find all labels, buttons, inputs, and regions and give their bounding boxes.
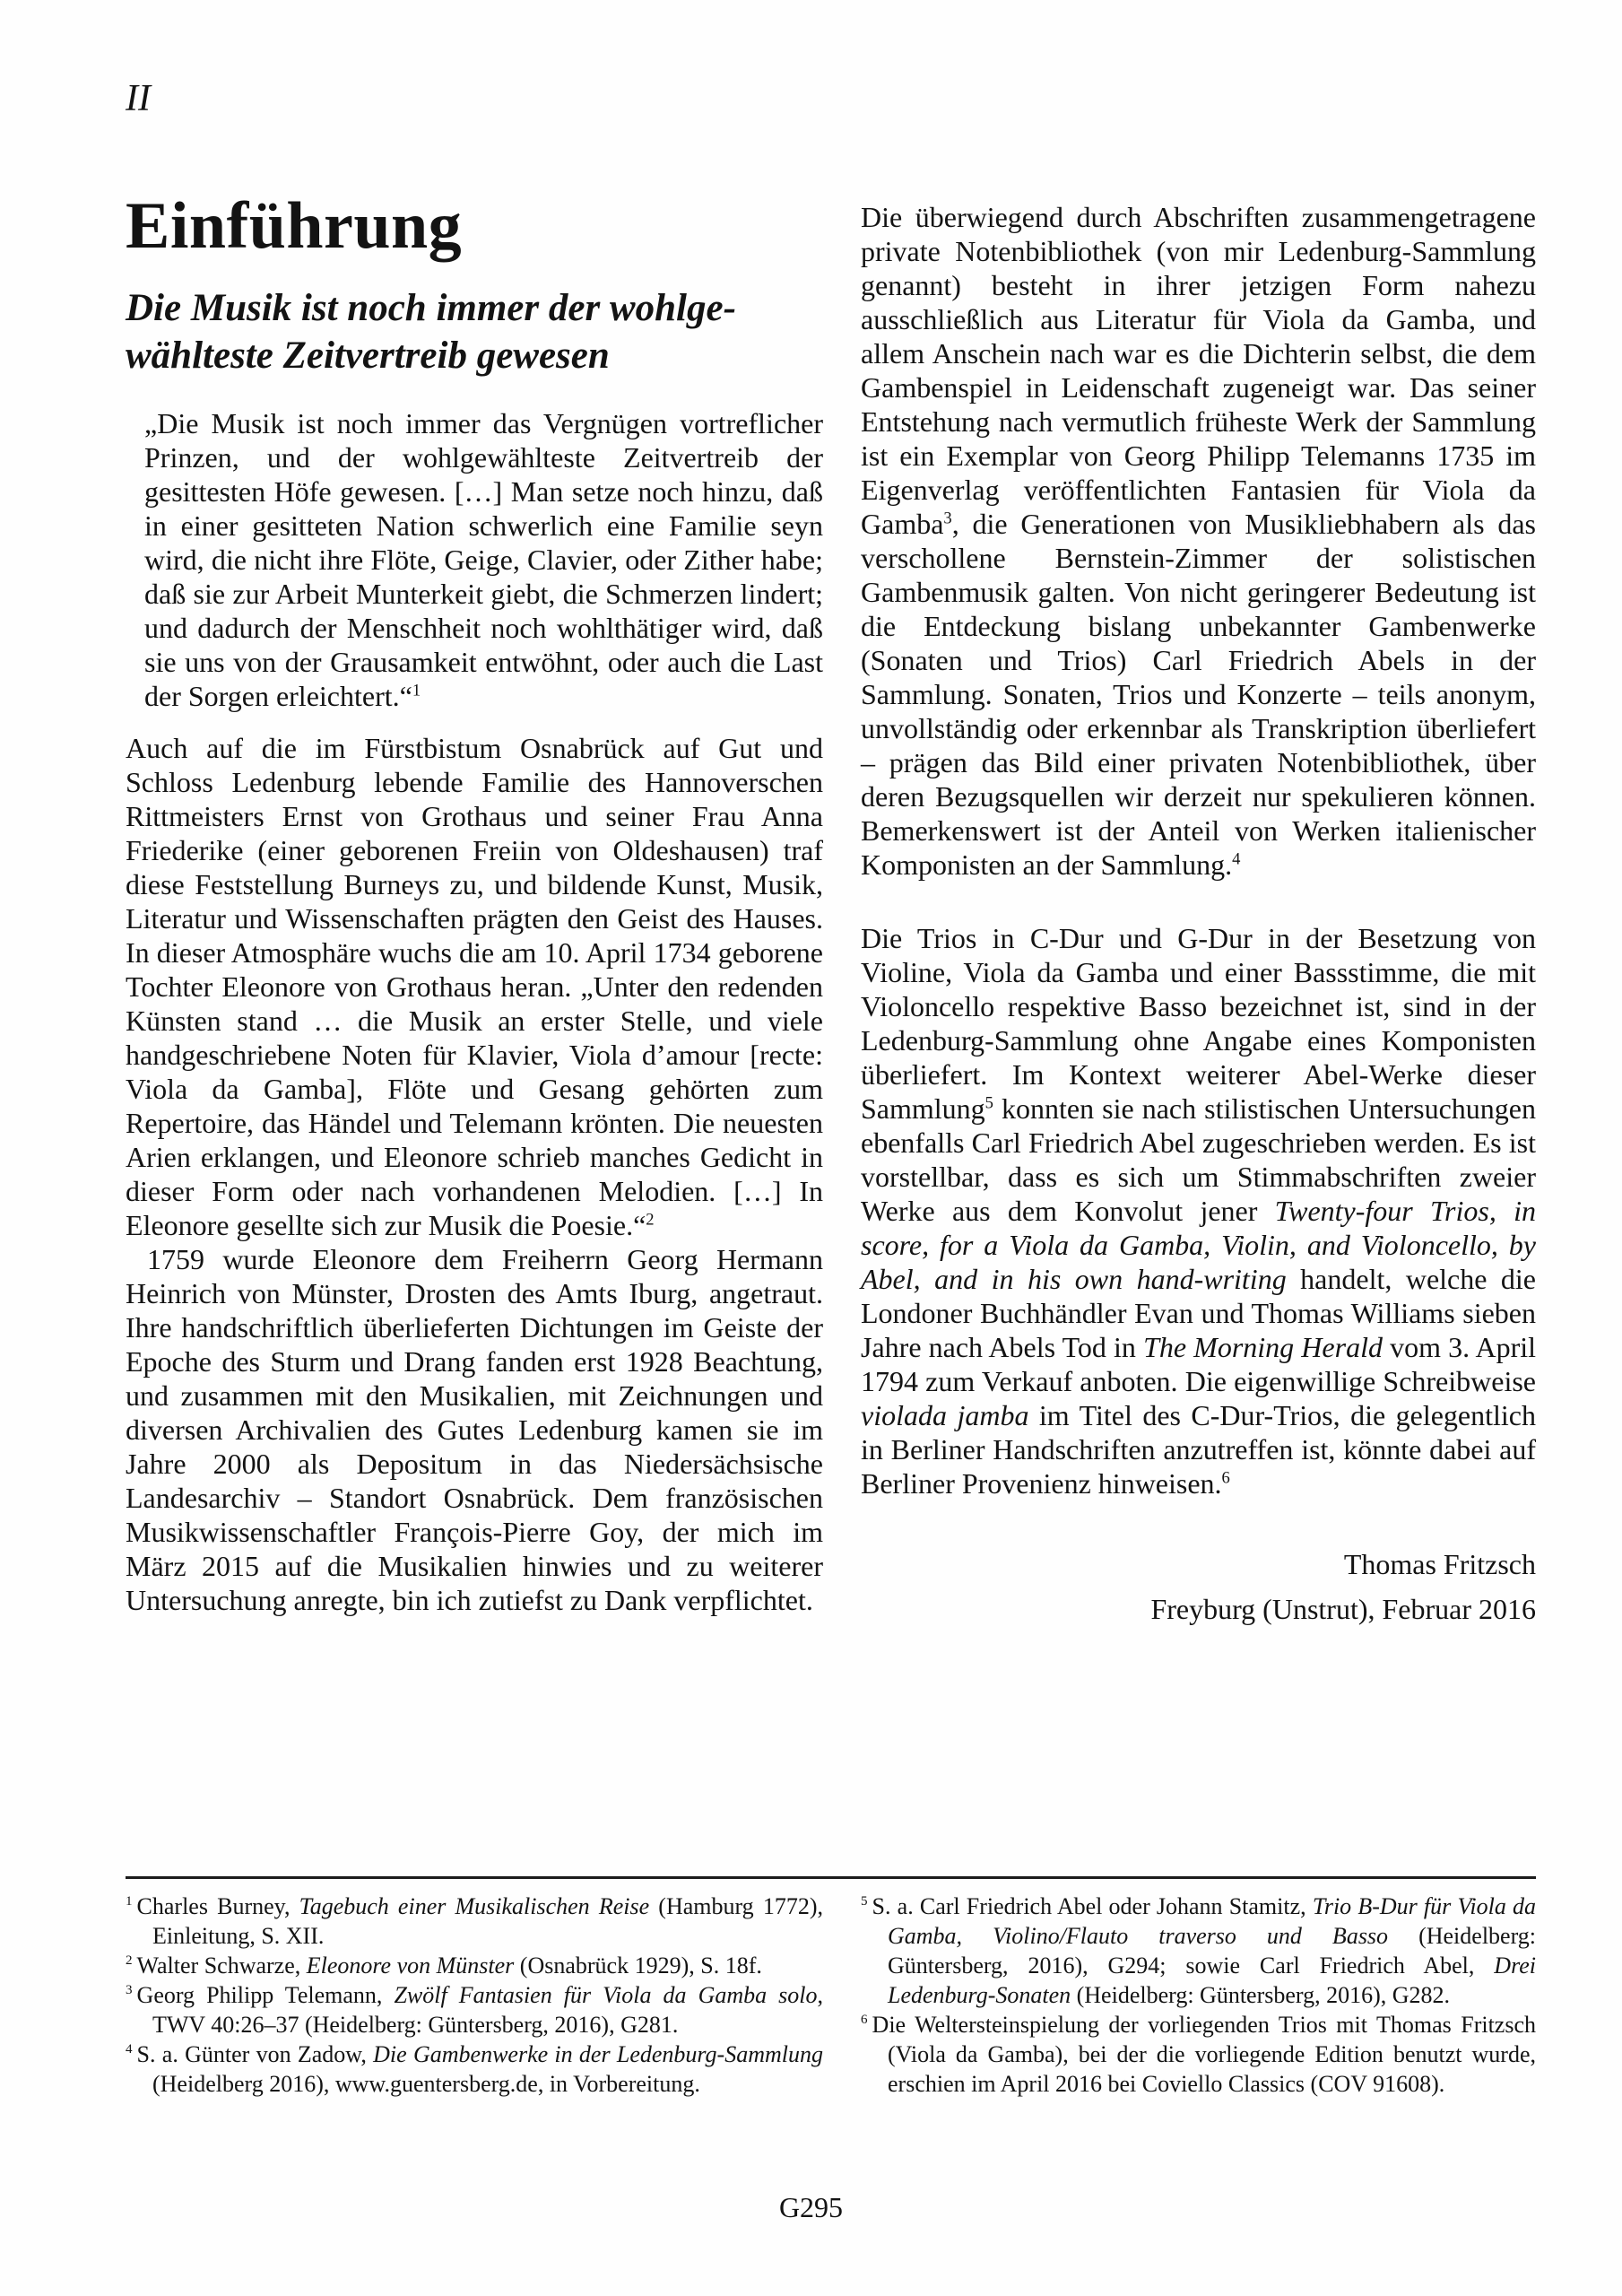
- footnote-column-right: [861, 1892, 1536, 2099]
- paragraph-1759-marriage: 1759 wurde Eleonore dem Freiherrn Georg Hermann Heinrich von Münster, Drosten des Amts Iburg, angetraut. Ihre handschriftlich überlieferten Dichtungen im Geiste der Epoche des Sturm und Drang fanden erst 1928 Beachtung, und zusammen mit den Musikalien, mit Zeichnungen und diversen Archivalien des Gutes Ledenburg kamen sie im Jahre 2000 als Depositum in das Niedersächsische Landesarchiv – Standort Osnabrück. Dem französischen Musikwissenschaftler François-Pierre Goy, der mich im März 2015 auf die Musikalien hinwies und zu weiterer Untersuchung anregte, bin ich zutiefst zu Dank verpflichtet.: [126, 1243, 823, 1616]
- footnote-6: [861, 2010, 1536, 2099]
- footnote-4-number: 4: [126, 2042, 133, 2057]
- footnotes-section: [126, 1876, 1536, 2099]
- two-column-layout: [126, 121, 1536, 1631]
- footnote-6-text: Die Weltersteinspielung der vorliegenden Trios mit Thomas Fritzsch (Viola da Gamba), bei der die vorliegende Edition benutzt wurde, erschien im April 2016 bei Coviello Classics (COV 91608).: [872, 2012, 1536, 2097]
- page-folio: II: [126, 78, 151, 119]
- signature-place-date: Freyburg (Unstrut), Februar 2016: [1150, 1593, 1536, 1625]
- footnote-3-text: Georg Philipp Telemann, Zwölf Fantasien für Viola da Gamba solo, TWV 40:26–37 (Heidelberg: Güntersberg, 2016), G281.: [136, 1982, 823, 2038]
- subtitle-line-1: Die Musik ist noch immer der wohlge-: [126, 287, 736, 329]
- footnote-column-left: [126, 1892, 823, 2099]
- footnote-4: [126, 2039, 823, 2099]
- footnote-6-number: 6: [861, 2013, 868, 2028]
- footnote-2-text: Walter Schwarze, Eleonore von Münster (Osnabrück 1929), S. 18f.: [136, 1952, 762, 1979]
- paragraph-grothaus-family: Auch auf die im Fürstbistum Osnabrück auf Gut und Schloss Ledenburg lebende Familie des Hannoverschen Rittmeisters Ernst von Grothaus und seiner Frau Anna Friederike (einer geborenen Freiin von Oldeshausen) traf diese Feststellung Burneys zu, und bildende Kunst, Musik, Literatur und Wissenschaften prägten den Geist des Hauses. In dieser Atmosphäre wuchs die am 10. April 1734 geborene Tochter Eleonore von Grothaus heran. „Unter den redenden Künsten stand … die Musik an erster Stelle, und viele handgeschriebene Noten für Klavier, Viola d’amour [recte: Viola da Gamba], Flöte und Gesang gehörten zum Repertoire, das Händel und Telemann krönten. Die neuesten Arien erklangen, und Eleonore schrieb manches Gedicht in dieser Form oder nach vorhandenen Melodien. […] In Eleonore gesellte sich zur Musik die Poesie.“$^2$: [126, 732, 823, 1241]
- block-quote-burney: „Die Musik ist noch immer das Vergnügen vortreflicher Prinzen, und der wohlgewählteste Zeitvertreib der gesittesten Höfe gewesen. […] Man setze noch hinzu, daß in einer gesitteten Nation schwerlich eine Familie seyn wird, die nicht ihre Flöte, Geige, Clavier, oder Zither habe; daß sie zur Arbeit Munterkeit giebt, die Schmerzen lindert; und dadurch der Menschheit noch wohlthätiger wird, daß sie uns von der Grausamkeit entwöhnt, oder auch die Last der Sorgen erleichtert.“$^1$: [144, 407, 823, 712]
- footnote-columns: [126, 1892, 1536, 2099]
- right-column: [861, 121, 1536, 1631]
- footnote-1-number: 1: [126, 1894, 133, 1909]
- footnote-1-text: Charles Burney, Tagebuch einer Musikalischen Reise (Hamburg 1772), Einleitung, S. XII.: [136, 1893, 823, 1949]
- paragraph-ledenburg-collection: Die überwiegend durch Abschriften zusammengetragene private Notenbibliothek (von mir Ledenburg-Sammlung genannt) besteht in ihrer jetzigen Form nahezu ausschließlich aus Literatur für Viola da Gamba, und allem Anschein nach war es die Dichterin selbst, die dem Gambenspiel in Leidenschaft zugeneigt war. Das seiner Entstehung nach vermutlich früheste Werk der Sammlung ist ein Exemplar von Georg Philipp Telemanns 1735 im Eigenverlag veröffentlichten Fantasien für Viola da Gamba$^3$, die Generationen von Musikliebhabern als das verschollene Bernstein-Zimmer der solistischen Gambenmusik galten. Von nicht geringerer Bedeutung ist die Entdeckung bislang unbekannter Gambenwerke (Sonaten und Trios) Carl Friedrich Abels in der Sammlung. Sonaten, Trios und Konzerte – teils anonym, unvollständig oder erkennbar als Transkription überliefert – prägen das Bild einer privaten Notenbibliothek, über deren Bezugsquellen wir derzeit nur spekulieren können. Bemerkenswert ist der Anteil von Werken italienischer Komponisten an der Sammlung.$^4$: [861, 201, 1536, 881]
- signature-block: [861, 1542, 1536, 1631]
- signature-name: Thomas Fritzsch: [1343, 1548, 1536, 1580]
- footnote-separator-rule: [126, 1876, 1536, 1879]
- footnote-5-number: 5: [861, 1894, 868, 1909]
- footnote-2: [126, 1951, 823, 1980]
- section-subtitle: [126, 284, 823, 379]
- footnote-5: [861, 1892, 1536, 2010]
- footnote-1: [126, 1892, 823, 1951]
- left-column: [126, 121, 823, 1617]
- footnote-4-text: S. a. Günter von Zadow, Die Gambenwerke in der Ledenburg-Sammlung (Heidelberg 2016), www.guentersberg.de, in Vorbereitung.: [136, 2041, 823, 2097]
- footnote-3-number: 3: [126, 1983, 133, 1998]
- page-number: G295: [778, 2191, 844, 2223]
- footnote-5-text: S. a. Carl Friedrich Abel oder Johann Stamitz, Trio B-Dur für Viola da Gamba, Violino/Flauto traverso und Basso (Heidelberg: Güntersberg, 2016), G294; sowie Carl Friedrich Abel, Drei Ledenburg-Sonaten (Heidelberg: Güntersberg, 2016), G282.: [872, 1893, 1537, 2008]
- page-title: Einführung: [126, 189, 463, 263]
- footnote-3: [126, 1980, 823, 2039]
- paragraph-trios-attribution: Die Trios in C-Dur und G-Dur in der Besetzung von Violine, Viola da Gamba und einer Bassstimme, die mit Violoncello respektive Basso bezeichnet ist, sind in der Ledenburg-Sammlung ohne Angabe eines Komponisten überliefert. Im Kontext weiterer Abel-Werke dieser Sammlung$^5$ konnten sie nach stilistischen Untersuchungen ebenfalls Carl Friedrich Abel zugeschrieben werden. Es ist vorstellbar, dass es sich um Stimmabschriften zweier Werke aus dem Konvolut jener Twenty-four Trios, in score, for a Viola da Gamba, Violin, and Violoncello, by Abel, and in his own hand-writing handelt, welche die Londoner Buchhändler Evan und Thomas Williams sieben Jahre nach Abels Tod in The Morning Herald vom 3. April 1794 zum Verkauf anboten. Die eigenwillige Schreibweise violada jamba im Titel des C-Dur-Trios, die gelegentlich in Berliner Handschriften anzutreffen ist, könnte dabei auf Berliner Provenienz hinweisen.$^6$: [861, 922, 1537, 1500]
- subtitle-line-2: wählteste Zeitvertreib gewesen: [126, 335, 610, 377]
- footnote-2-number: 2: [126, 1953, 133, 1969]
